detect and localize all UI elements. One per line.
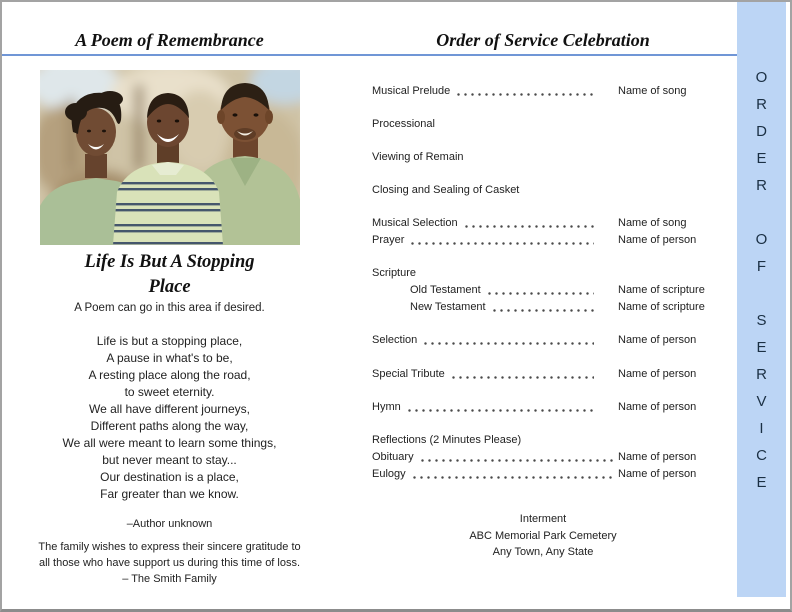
service-row: [372, 366, 714, 383]
service-value: Name of song: [618, 85, 687, 97]
interment-block: [372, 511, 714, 561]
service-row: [372, 299, 714, 316]
dotted-leader: [457, 93, 594, 96]
service-value: Name of scripture: [618, 301, 705, 313]
service-label: Special Tribute: [372, 368, 445, 380]
service-label: Processional: [372, 118, 435, 130]
service-row: [372, 83, 714, 100]
poem-line: Life is but a stopping place,: [96, 334, 243, 348]
service-row: [372, 432, 714, 449]
interment-location: ABC Memorial Park Cemetery: [469, 529, 617, 542]
service-row: [372, 282, 714, 299]
gratitude-line: all those who have support us during this time of loss.: [38, 557, 301, 569]
family-photo: [40, 70, 300, 245]
dotted-leader: [488, 292, 594, 295]
service-label: Closing and Sealing of Casket: [372, 184, 520, 196]
poem-line: We all were meant to learn some things,: [62, 436, 277, 450]
poem-line: to sweet eternity.: [124, 385, 215, 399]
service-row: [372, 399, 714, 416]
gratitude-line: The family wishes to express their sincere gratitude to: [38, 541, 301, 553]
service-label: Musical Selection: [372, 217, 458, 229]
service-value: Name of person: [618, 401, 697, 413]
dotted-leader: [465, 225, 594, 228]
poem-line: Far greater than we know.: [100, 487, 239, 501]
service-row: [372, 116, 714, 133]
sidebar-letter: F: [756, 258, 767, 275]
interment-city: Any Town, Any State: [492, 546, 594, 558]
poem-title-line1: Life Is But A Stopping: [84, 252, 255, 272]
service-value: Name of person: [618, 468, 697, 480]
service-value: Name of song: [618, 217, 687, 229]
service-label: Prayer: [372, 234, 405, 246]
poem-line: but never meant to stay...: [102, 453, 237, 467]
poem-line: A resting place along the road,: [88, 368, 251, 382]
poem-line: Different paths along the way,: [90, 419, 249, 433]
dotted-leader: [452, 376, 594, 379]
poem-line: We all have different journeys,: [89, 402, 250, 416]
dotted-leader: [408, 409, 594, 412]
service-value: Name of person: [618, 234, 697, 246]
left-column-header: A Poem of Remembrance: [75, 30, 264, 50]
service-value: Name of person: [618, 451, 697, 463]
service-row: [372, 265, 714, 282]
poem-line: Our destination is a place,: [100, 470, 239, 484]
service-label: Obituary: [372, 451, 414, 463]
service-label: New Testament: [410, 301, 486, 313]
sidebar-letter: O: [755, 231, 768, 248]
poem-line: A pause in what's to be,: [106, 351, 233, 365]
poem-title: [37, 250, 302, 300]
service-label: Scripture: [372, 267, 417, 279]
sidebar-letter: S: [756, 312, 767, 329]
dotted-leader: [424, 342, 594, 345]
sidebar-letter: V: [756, 393, 767, 410]
sidebar-letter: E: [756, 150, 767, 167]
poem-subtitle: A Poem can go in this area if desired.: [74, 302, 265, 314]
service-row: [372, 182, 714, 199]
service-label: Reflections (2 Minutes Please): [372, 434, 522, 446]
sidebar-letter: R: [756, 96, 767, 113]
service-value: Name of person: [618, 334, 697, 346]
dotted-leader: [413, 476, 613, 479]
sidebar-letter: R: [756, 366, 767, 383]
order-of-service-vertical-banner: [737, 2, 786, 597]
sidebar-letter: R: [756, 177, 767, 194]
sidebar-letter: O: [755, 69, 768, 86]
poem-text: [37, 333, 302, 503]
service-label: Selection: [372, 334, 418, 346]
service-row: [372, 215, 714, 232]
service-row: [372, 332, 714, 349]
poem-title-line2: Place: [148, 277, 191, 297]
service-value: Name of person: [618, 368, 697, 380]
right-column-header: Order of Service Celebration: [436, 30, 650, 50]
interment-title: Interment: [519, 513, 567, 525]
sidebar-letter: C: [756, 447, 767, 464]
sidebar-letter: E: [756, 339, 767, 356]
service-label: Viewing of Remain: [372, 151, 464, 163]
service-label: Eulogy: [372, 468, 406, 480]
gratitude-signature: – The Smith Family: [122, 573, 217, 585]
service-row: [372, 149, 714, 166]
family-gratitude-note: [37, 539, 302, 587]
order-of-service-column: [372, 2, 714, 609]
sidebar-letter: E: [756, 474, 767, 491]
service-rows: [372, 83, 714, 561]
service-label: Musical Prelude: [372, 85, 451, 97]
service-row: [372, 449, 714, 466]
poem-author: –Author unknown: [126, 518, 213, 530]
service-value: Name of scripture: [618, 284, 705, 296]
sidebar-letter: I: [759, 420, 764, 437]
service-row: [372, 232, 714, 249]
sidebar-letter: D: [756, 123, 767, 140]
dotted-leader: [493, 309, 594, 312]
dotted-leader: [411, 242, 594, 245]
poem-column: [37, 2, 302, 609]
dotted-leader: [421, 459, 613, 462]
service-label: Hymn: [372, 401, 401, 413]
service-row: [372, 466, 714, 483]
service-label: Old Testament: [410, 284, 481, 296]
